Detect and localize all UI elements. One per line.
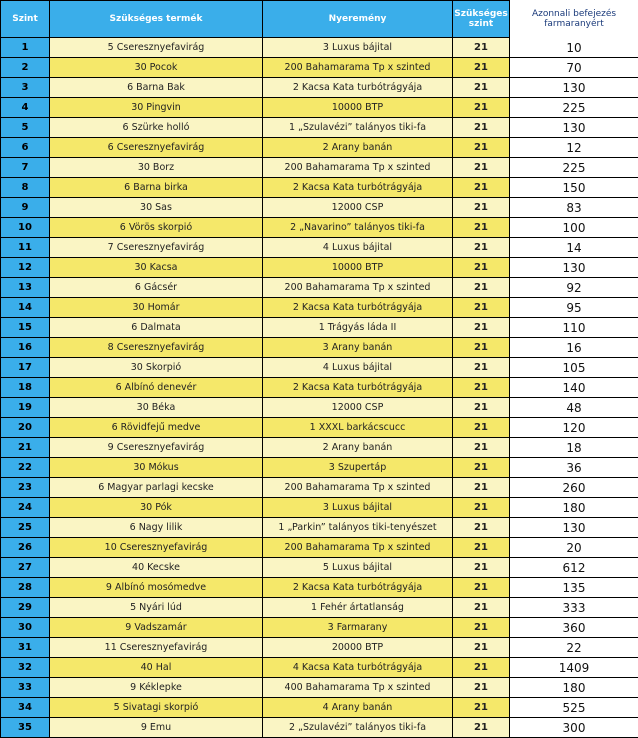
product-cell: 6 Albínó denevér [50,378,263,398]
level-cell: 28 [1,578,50,598]
product-cell: 5 Cseresznyefavirág [50,38,263,58]
instant-cost-cell: 260 [510,478,638,498]
instant-cost-cell: 18 [510,438,638,458]
product-cell: 30 Homár [50,298,263,318]
table-row [1,78,638,98]
table-row [1,658,638,678]
product-cell: 30 Skorpió [50,358,263,378]
required-level-cell: 21 [453,538,510,558]
level-cell: 25 [1,518,50,538]
level-cell: 17 [1,358,50,378]
instant-cost-cell: 92 [510,278,638,298]
reward-cell: 3 Luxus bájital [263,38,453,58]
reward-cell: 3 Arany banán [263,338,453,358]
instant-cost-cell: 10 [510,38,638,58]
level-cell: 34 [1,698,50,718]
required-level-cell: 21 [453,178,510,198]
table-row [1,558,638,578]
product-cell: 30 Borz [50,158,263,178]
table-row [1,598,638,618]
header-required-level: Szükséges szint [453,1,510,38]
level-cell: 30 [1,618,50,638]
instant-cost-cell: 130 [510,78,638,98]
reward-cell: 1 XXXL barkácscucc [263,418,453,438]
reward-cell: 1 Fehér ártatlanság [263,598,453,618]
table-row [1,678,638,698]
required-level-cell: 21 [453,198,510,218]
required-level-cell: 21 [453,158,510,178]
instant-cost-cell: 48 [510,398,638,418]
product-cell: 9 Vadszamár [50,618,263,638]
level-cell: 14 [1,298,50,318]
required-level-cell: 21 [453,218,510,238]
level-cell: 7 [1,158,50,178]
table-row [1,278,638,298]
table-row [1,358,638,378]
product-cell: 6 Szürke holló [50,118,263,138]
table-row [1,378,638,398]
required-level-cell: 21 [453,118,510,138]
reward-cell: 3 Szupertáp [263,458,453,478]
reward-cell: 200 Bahamarama Tp x szinted [263,278,453,298]
table-row [1,578,638,598]
reward-cell: 1 „Parkin” talányos tiki-tenyészet [263,518,453,538]
level-cell: 2 [1,58,50,78]
instant-cost-cell: 180 [510,678,638,698]
instant-cost-cell: 20 [510,538,638,558]
product-cell: 30 Mókus [50,458,263,478]
table-row [1,58,638,78]
required-level-cell: 21 [453,678,510,698]
level-cell: 26 [1,538,50,558]
instant-cost-cell: 16 [510,338,638,358]
product-cell: 40 Kecske [50,558,263,578]
level-cell: 6 [1,138,50,158]
product-cell: 6 Magyar parlagi kecske [50,478,263,498]
level-cell: 19 [1,398,50,418]
table-row [1,238,638,258]
product-cell: 30 Pingvin [50,98,263,118]
required-level-cell: 21 [453,98,510,118]
table-row [1,258,638,278]
level-cell: 18 [1,378,50,398]
reward-cell: 2 Arany banán [263,438,453,458]
table-row [1,298,638,318]
level-cell: 29 [1,598,50,618]
instant-cost-cell: 95 [510,298,638,318]
required-level-cell: 21 [453,478,510,498]
product-cell: 6 Barna birka [50,178,263,198]
table-row [1,538,638,558]
reward-cell: 2 Arany banán [263,138,453,158]
level-cell: 31 [1,638,50,658]
product-cell: 30 Sas [50,198,263,218]
level-cell: 13 [1,278,50,298]
table-row [1,438,638,458]
instant-cost-cell: 70 [510,58,638,78]
table-row [1,458,638,478]
table-row [1,98,638,118]
instant-cost-cell: 612 [510,558,638,578]
header-row [1,1,638,38]
level-cell: 5 [1,118,50,138]
table-row [1,518,638,538]
table-row [1,138,638,158]
instant-cost-cell: 135 [510,578,638,598]
reward-cell: 400 Bahamarama Tp x szinted [263,678,453,698]
required-level-cell: 21 [453,338,510,358]
reward-cell: 2 Kacsa Kata turbótrágyája [263,378,453,398]
instant-cost-cell: 100 [510,218,638,238]
instant-cost-cell: 110 [510,318,638,338]
instant-cost-cell: 525 [510,698,638,718]
table-row [1,198,638,218]
level-cell: 8 [1,178,50,198]
table-row [1,418,638,438]
level-cell: 22 [1,458,50,478]
level-cell: 21 [1,438,50,458]
instant-cost-cell: 333 [510,598,638,618]
required-level-cell: 21 [453,318,510,338]
required-level-cell: 21 [453,258,510,278]
instant-cost-cell: 130 [510,518,638,538]
reward-cell: 1 Trágyás láda II [263,318,453,338]
level-cell: 35 [1,718,50,738]
product-cell: 8 Cseresznyefavirág [50,338,263,358]
reward-cell: 2 „Szulavézi” talányos tiki-fa [263,718,453,738]
level-cell: 15 [1,318,50,338]
table-row [1,38,638,58]
product-cell: 6 Rövidfejű medve [50,418,263,438]
instant-cost-cell: 14 [510,238,638,258]
table-row [1,398,638,418]
required-level-cell: 21 [453,578,510,598]
table-row [1,698,638,718]
required-level-cell: 21 [453,518,510,538]
reward-cell: 5 Luxus bájital [263,558,453,578]
instant-cost-cell: 120 [510,418,638,438]
product-cell: 5 Nyári lúd [50,598,263,618]
product-cell: 11 Cseresznyefavirág [50,638,263,658]
product-cell: 9 Emu [50,718,263,738]
reward-cell: 2 Kacsa Kata turbótrágyája [263,578,453,598]
table-row [1,498,638,518]
instant-cost-cell: 360 [510,618,638,638]
level-cell: 3 [1,78,50,98]
table-row [1,338,638,358]
header-level: Szint [1,1,50,38]
required-level-cell: 21 [453,278,510,298]
required-level-cell: 21 [453,698,510,718]
instant-cost-cell: 300 [510,718,638,738]
product-cell: 6 Nagy lilik [50,518,263,538]
instant-cost-cell: 130 [510,258,638,278]
table-row [1,478,638,498]
reward-cell: 200 Bahamarama Tp x szinted [263,58,453,78]
instant-cost-cell: 1409 [510,658,638,678]
table-row [1,718,638,738]
required-level-cell: 21 [453,598,510,618]
reward-cell: 2 Kacsa Kata turbótrágyája [263,78,453,98]
required-level-cell: 21 [453,38,510,58]
product-cell: 6 Dalmata [50,318,263,338]
required-level-cell: 21 [453,558,510,578]
header-product: Szükséges termék [50,1,263,38]
table-row [1,118,638,138]
level-cell: 9 [1,198,50,218]
instant-cost-cell: 225 [510,158,638,178]
reward-cell: 12000 CSP [263,198,453,218]
required-level-cell: 21 [453,298,510,318]
level-cell: 4 [1,98,50,118]
level-cell: 27 [1,558,50,578]
reward-cell: 3 Luxus bájital [263,498,453,518]
required-level-cell: 21 [453,498,510,518]
instant-cost-cell: 130 [510,118,638,138]
reward-cell: 2 Kacsa Kata turbótrágyája [263,298,453,318]
product-cell: 9 Cseresznyefavirág [50,438,263,458]
product-cell: 30 Pocok [50,58,263,78]
required-level-cell: 21 [453,718,510,738]
instant-cost-cell: 180 [510,498,638,518]
product-cell: 30 Pók [50,498,263,518]
table-row [1,218,638,238]
required-level-cell: 21 [453,238,510,258]
reward-cell: 2 „Navarino” talányos tiki-fa [263,218,453,238]
product-cell: 7 Cseresznyefavirág [50,238,263,258]
level-cell: 11 [1,238,50,258]
reward-cell: 4 Kacsa Kata turbótrágyája [263,658,453,678]
reward-cell: 200 Bahamarama Tp x szinted [263,538,453,558]
level-cell: 33 [1,678,50,698]
table-row [1,618,638,638]
required-level-cell: 21 [453,138,510,158]
level-cell: 1 [1,38,50,58]
product-cell: 6 Cseresznyefavirág [50,138,263,158]
instant-cost-cell: 36 [510,458,638,478]
reward-cell: 1 „Szulavézi” talányos tiki-fa [263,118,453,138]
table-row [1,158,638,178]
product-cell: 5 Sivatagi skorpió [50,698,263,718]
product-cell: 6 Barna Bak [50,78,263,98]
table-row [1,318,638,338]
instant-cost-cell: 83 [510,198,638,218]
required-level-cell: 21 [453,458,510,478]
product-cell: 6 Gácsér [50,278,263,298]
reward-cell: 10000 BTP [263,98,453,118]
required-level-cell: 21 [453,418,510,438]
required-level-cell: 21 [453,438,510,458]
reward-cell: 3 Farmarany [263,618,453,638]
reward-cell: 10000 BTP [263,258,453,278]
product-cell: 6 Vörös skorpió [50,218,263,238]
required-level-cell: 21 [453,58,510,78]
reward-cell: 20000 BTP [263,638,453,658]
reward-cell: 4 Luxus bájital [263,358,453,378]
reward-cell: 12000 CSP [263,398,453,418]
product-cell: 30 Béka [50,398,263,418]
instant-cost-cell: 22 [510,638,638,658]
instant-cost-cell: 150 [510,178,638,198]
instant-cost-cell: 105 [510,358,638,378]
instant-cost-cell: 12 [510,138,638,158]
header-instant-cost: Azonnali befejezés farmaranyért [510,1,638,38]
instant-cost-cell: 140 [510,378,638,398]
level-cell: 23 [1,478,50,498]
reward-cell: 2 Kacsa Kata turbótrágyája [263,178,453,198]
header-reward: Nyeremény [263,1,453,38]
reward-cell: 4 Arany banán [263,698,453,718]
required-level-cell: 21 [453,658,510,678]
required-level-cell: 21 [453,618,510,638]
instant-cost-cell: 225 [510,98,638,118]
product-cell: 9 Albínó mosómedve [50,578,263,598]
reward-cell: 200 Bahamarama Tp x szinted [263,478,453,498]
product-cell: 40 Hal [50,658,263,678]
level-cell: 32 [1,658,50,678]
level-cell: 20 [1,418,50,438]
level-cell: 16 [1,338,50,358]
required-level-cell: 21 [453,638,510,658]
table-row [1,638,638,658]
level-cell: 12 [1,258,50,278]
required-level-cell: 21 [453,358,510,378]
required-level-cell: 21 [453,378,510,398]
level-cell: 24 [1,498,50,518]
product-cell: 30 Kacsa [50,258,263,278]
reward-cell: 4 Luxus bájital [263,238,453,258]
reward-cell: 200 Bahamarama Tp x szinted [263,158,453,178]
product-cell: 9 Kéklepke [50,678,263,698]
level-cell: 10 [1,218,50,238]
required-level-cell: 21 [453,78,510,98]
required-level-cell: 21 [453,398,510,418]
product-cell: 10 Cseresznyefavirág [50,538,263,558]
table-row [1,178,638,198]
